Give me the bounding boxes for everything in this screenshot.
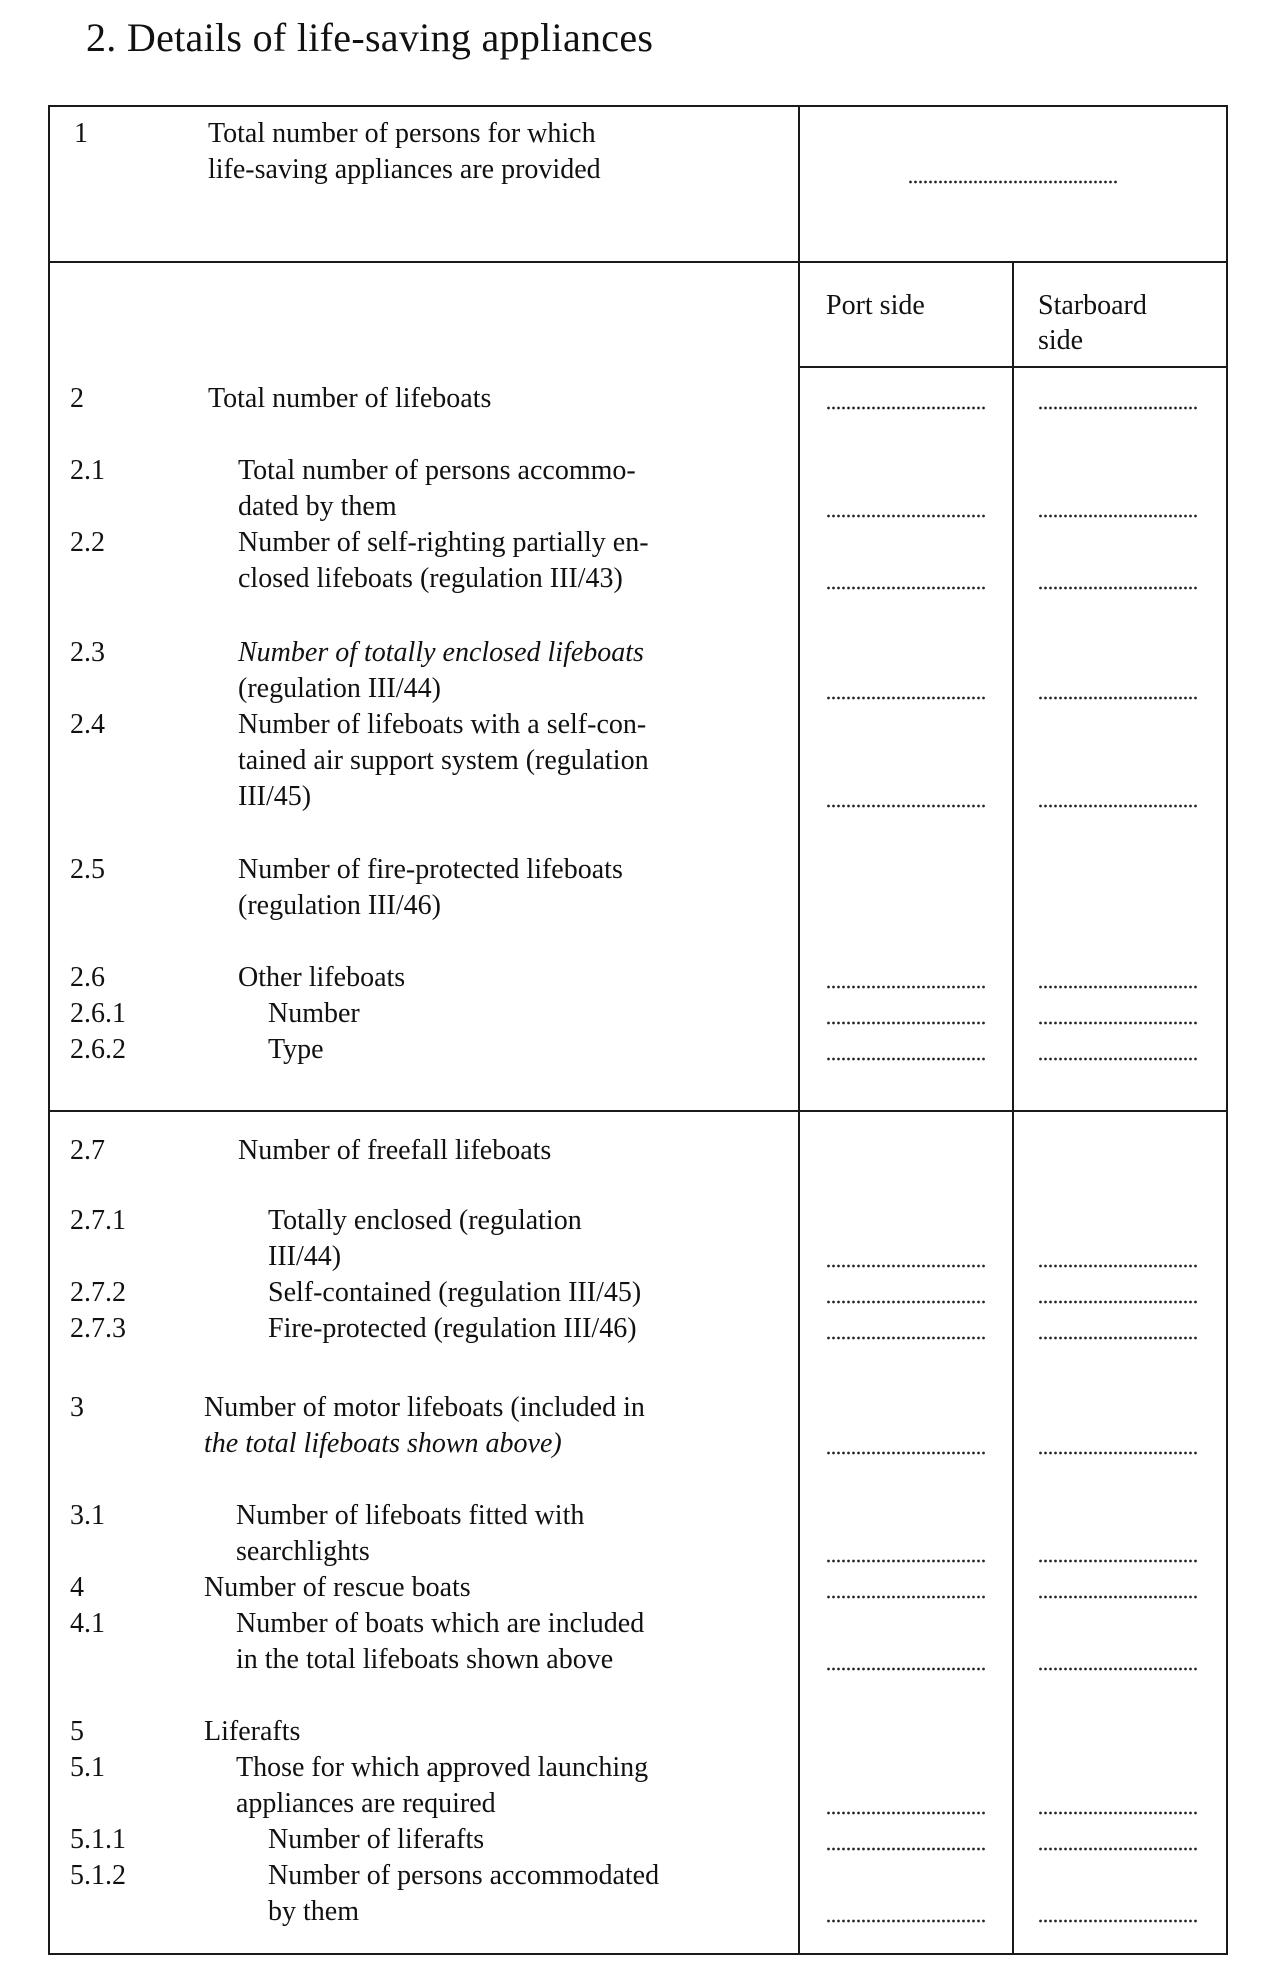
- row-label: closed lifeboats (regulation III/43): [238, 563, 623, 594]
- port-blank[interactable]: [826, 1264, 986, 1268]
- row-label: life-saving appliances are provided: [208, 154, 601, 185]
- starboard-blank[interactable]: [1038, 1057, 1198, 1061]
- row-label: appliances are required: [236, 1788, 496, 1819]
- starboard-blank[interactable]: [1038, 1667, 1198, 1671]
- row-label: Number of fire-protected lifeboats: [238, 854, 623, 885]
- port-blank[interactable]: [826, 1057, 986, 1061]
- row-number: 2.2: [70, 527, 105, 558]
- row-label: Liferafts: [204, 1716, 301, 1747]
- row-label: Those for which approved launching: [236, 1752, 649, 1783]
- starboard-blank[interactable]: [1038, 696, 1198, 700]
- row-number: 2.7: [70, 1135, 105, 1166]
- starboard-blank[interactable]: [1038, 1336, 1198, 1340]
- table-right-border: [1226, 105, 1228, 1955]
- port-blank[interactable]: [826, 1451, 986, 1455]
- row-number: 2.6: [70, 962, 105, 993]
- table-top-border: [48, 105, 1228, 107]
- starboard-side-header: Starboard: [1038, 290, 1147, 321]
- row-label: Number of boats which are included: [236, 1608, 645, 1639]
- port-blank[interactable]: [826, 804, 986, 808]
- row-label: dated by them: [238, 491, 397, 522]
- row-label: Number of lifeboats with a self-con-: [238, 709, 647, 740]
- row-number: 2: [70, 383, 84, 414]
- port-blank[interactable]: [826, 1595, 986, 1599]
- row-number: 3: [70, 1392, 84, 1423]
- port-blank[interactable]: [826, 696, 986, 700]
- row-label: Total number of persons accommo-: [238, 455, 636, 486]
- column-divider-main: [798, 105, 800, 1955]
- row-number: 4.1: [70, 1608, 105, 1639]
- table-left-border: [48, 105, 50, 1955]
- starboard-blank[interactable]: [1038, 804, 1198, 808]
- starboard-blank[interactable]: [1038, 1919, 1198, 1923]
- row-number: 2.6.1: [70, 998, 126, 1029]
- row-label: Other lifeboats: [238, 962, 406, 993]
- row-label: III/45): [238, 781, 312, 812]
- port-blank[interactable]: [826, 514, 986, 518]
- fill-in-blank[interactable]: [908, 180, 1118, 184]
- row-label: III/44): [268, 1241, 342, 1272]
- port-blank[interactable]: [826, 1919, 986, 1923]
- starboard-blank[interactable]: [1038, 1811, 1198, 1815]
- starboard-blank[interactable]: [1038, 1595, 1198, 1599]
- row-label: by them: [268, 1896, 359, 1927]
- row-label: Number of persons accommodated: [268, 1860, 660, 1891]
- row-number: 2.7.2: [70, 1277, 126, 1308]
- row-number: 5.1: [70, 1752, 105, 1783]
- row-label: (regulation III/46): [238, 890, 441, 921]
- starboard-blank[interactable]: [1038, 1451, 1198, 1455]
- row-number: 2.6.2: [70, 1034, 126, 1065]
- row-number: 2.1: [70, 455, 105, 486]
- row-label: Number of motor lifeboats (included in: [204, 1392, 645, 1423]
- starboard-blank[interactable]: [1038, 1847, 1198, 1851]
- row-label: in the total lifeboats shown above: [236, 1644, 614, 1675]
- row-label: Number of freefall lifeboats: [238, 1135, 552, 1166]
- port-blank[interactable]: [826, 1021, 986, 1025]
- table-bottom-border: [48, 1953, 1228, 1955]
- appliances-table: [48, 105, 1228, 1955]
- port-blank[interactable]: [826, 1559, 986, 1563]
- port-blank[interactable]: [826, 1300, 986, 1304]
- side-header-divider: [798, 366, 1228, 368]
- row-number: 2.7.3: [70, 1313, 126, 1344]
- row-label: Type: [268, 1034, 324, 1065]
- section-divider: [48, 1110, 1228, 1112]
- row-label: Number of totally enclosed lifeboats: [238, 637, 644, 668]
- starboard-blank[interactable]: [1038, 1264, 1198, 1268]
- starboard-blank[interactable]: [1038, 1021, 1198, 1025]
- row-number: 3.1: [70, 1500, 105, 1531]
- row-label: the total lifeboats shown above): [204, 1428, 562, 1459]
- row-number: 2.3: [70, 637, 105, 668]
- row-label: Number of lifeboats fitted with: [236, 1500, 585, 1531]
- column-divider-side: [1012, 261, 1014, 1955]
- starboard-side-header: side: [1038, 325, 1084, 356]
- row-label: Number: [268, 998, 360, 1029]
- port-blank[interactable]: [826, 985, 986, 989]
- starboard-blank[interactable]: [1038, 1559, 1198, 1563]
- starboard-blank[interactable]: [1038, 406, 1198, 410]
- port-blank[interactable]: [826, 406, 986, 410]
- row-label: Number of rescue boats: [204, 1572, 471, 1603]
- starboard-blank[interactable]: [1038, 1300, 1198, 1304]
- row-label: Number of liferafts: [268, 1824, 485, 1855]
- row-label: Totally enclosed (regulation: [268, 1205, 582, 1236]
- section-title: 2. Details of life-saving appliances: [86, 15, 654, 60]
- row-number: 5.1.2: [70, 1860, 126, 1891]
- port-blank[interactable]: [826, 1811, 986, 1815]
- row-number: 2.7.1: [70, 1205, 126, 1236]
- row-label: Fire-protected (regulation III/46): [268, 1313, 637, 1344]
- row-label: (regulation III/44): [238, 673, 441, 704]
- starboard-blank[interactable]: [1038, 514, 1198, 518]
- row-label: tained air support system (regulation: [238, 745, 649, 776]
- row-number: 5.1.1: [70, 1824, 126, 1855]
- row-label: Self-contained (regulation III/45): [268, 1277, 642, 1308]
- port-blank[interactable]: [826, 1667, 986, 1671]
- row-label: Number of self-righting partially en-: [238, 527, 649, 558]
- port-side-header: Port side: [826, 290, 925, 321]
- starboard-blank[interactable]: [1038, 586, 1198, 590]
- row-number: 2.5: [70, 854, 105, 885]
- port-blank[interactable]: [826, 1847, 986, 1851]
- row-number: 2.4: [70, 709, 105, 740]
- starboard-blank[interactable]: [1038, 985, 1198, 989]
- port-blank[interactable]: [826, 1336, 986, 1340]
- row-number: 5: [70, 1716, 84, 1747]
- row-number: 4: [70, 1572, 84, 1603]
- row-label: searchlights: [236, 1536, 370, 1567]
- port-blank[interactable]: [826, 586, 986, 590]
- row-number: 1: [74, 118, 88, 149]
- row-label: Total number of lifeboats: [208, 383, 492, 414]
- header-divider: [48, 261, 1228, 263]
- row-label: Total number of persons for which: [208, 118, 596, 149]
